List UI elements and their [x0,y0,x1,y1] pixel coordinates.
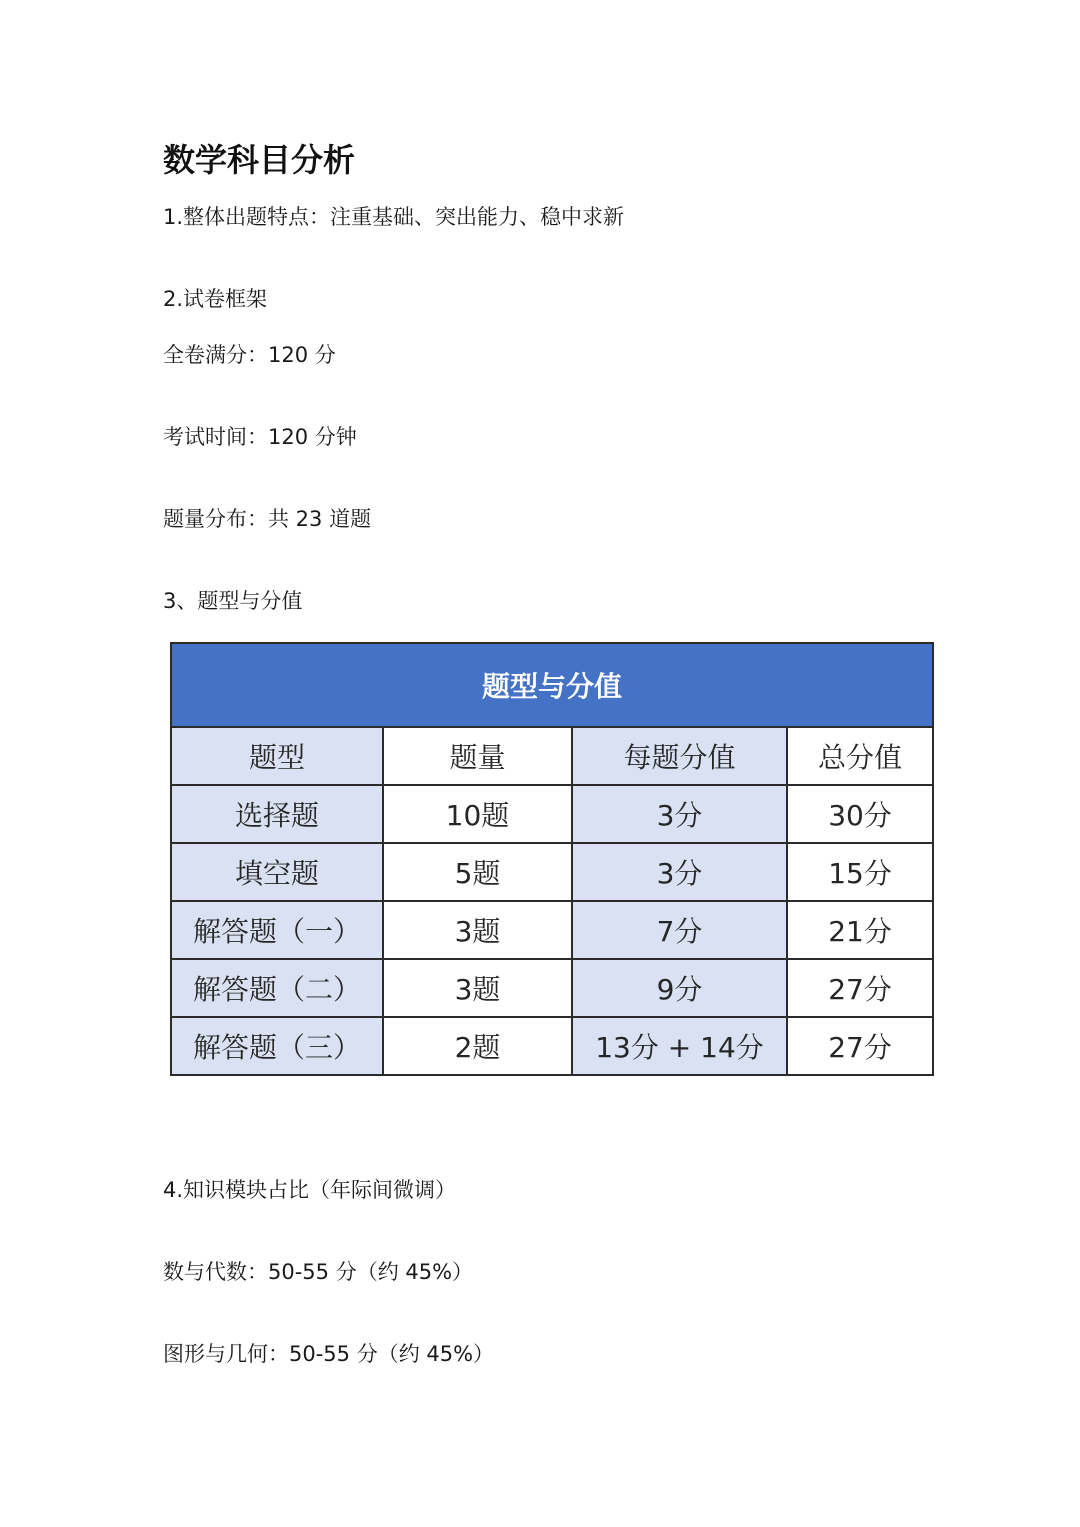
table-title: 题型与分值 [171,643,933,727]
cell-total-score: 30分 [787,785,933,843]
section-overall-features: 1.整体出题特点：注重基础、突出能力、稳中求新 [163,205,625,229]
section-question-types: 3、题型与分值 [163,589,303,613]
cell-total-score: 27分 [787,959,933,1017]
algebra-share-line: 数与代数：50-55 分（约 45%） [163,1260,474,1284]
page-title: 数学科目分析 [163,141,356,179]
header-count: 题量 [383,727,572,785]
question-count-line: 题量分布：共 23 道题 [163,507,372,531]
header-type: 题型 [171,727,383,785]
score-table [170,642,932,1076]
table-row [171,785,933,843]
header-total-score: 总分值 [787,727,933,785]
cell-type: 解答题（一） [171,901,383,959]
table-row [171,1017,933,1075]
cell-per-score: 9分 [572,959,787,1017]
cell-total-score: 27分 [787,1017,933,1075]
cell-per-score: 3分 [572,843,787,901]
cell-per-score: 13分 + 14分 [572,1017,787,1075]
cell-count: 3题 [383,901,572,959]
cell-count: 5题 [383,843,572,901]
cell-type: 解答题（三） [171,1017,383,1075]
table-row [171,959,933,1017]
cell-total-score: 21分 [787,901,933,959]
cell-count: 2题 [383,1017,572,1075]
cell-type: 解答题（二） [171,959,383,1017]
cell-count: 3题 [383,959,572,1017]
table-header-row [171,727,933,785]
table-row [171,843,933,901]
cell-per-score: 7分 [572,901,787,959]
section-knowledge-modules: 4.知识模块占比（年际间微调） [163,1178,457,1202]
full-score-line: 全卷满分：120 分 [163,343,336,367]
geometry-share-line: 图形与几何：50-55 分（约 45%） [163,1342,495,1366]
table-row [171,901,933,959]
cell-total-score: 15分 [787,843,933,901]
exam-time-line: 考试时间：120 分钟 [163,425,357,449]
header-per-score: 每题分值 [572,727,787,785]
section-paper-framework: 2.试卷框架 [163,287,268,311]
cell-per-score: 3分 [572,785,787,843]
cell-count: 10题 [383,785,572,843]
cell-type: 选择题 [171,785,383,843]
cell-type: 填空题 [171,843,383,901]
